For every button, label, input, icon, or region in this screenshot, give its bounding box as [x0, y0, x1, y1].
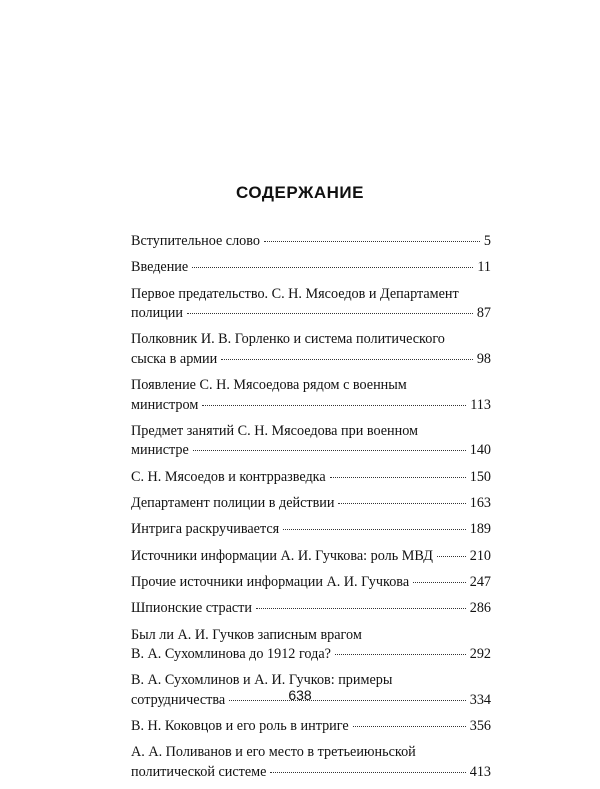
toc-entry-row: [131, 717, 491, 737]
toc-entry: [131, 376, 491, 415]
toc-entry-title: министре: [131, 442, 189, 459]
toc-entry-title: В. Н. Коковцов и его роль в интриге: [131, 718, 349, 735]
dot-leader: [192, 267, 473, 268]
toc-entry-page: 113: [470, 396, 491, 413]
toc-entry-title: полиции: [131, 305, 183, 322]
toc-entry: [131, 422, 491, 461]
toc-entry-title: В. А. Сухомлинов и А. И. Гучков: примеры: [131, 672, 393, 689]
toc-entry-title: Департамент полиции в действии: [131, 495, 335, 512]
toc-entry-title: Прочие источники информации А. И. Гучкова: [131, 573, 410, 590]
toc-entry-row: [131, 468, 491, 488]
toc-entry-title: политической системе: [131, 763, 267, 780]
toc-entry-row: [131, 304, 491, 324]
toc-entry-row: [131, 547, 491, 567]
dot-leader: [221, 359, 473, 360]
dot-leader: [335, 654, 466, 655]
toc-entry-row: [131, 441, 491, 461]
toc-entry: [131, 599, 491, 619]
toc-entry-page: 247: [469, 573, 491, 590]
toc-entry-title: сыска в армии: [131, 350, 218, 367]
toc-entry-page: 292: [469, 646, 491, 663]
toc-entry-title: Первое предательство. С. Н. Мясоедов и Департамент: [131, 285, 459, 302]
toc-entry-page: 11: [477, 259, 491, 276]
toc-entry: [131, 468, 491, 488]
toc-entry-row: [131, 520, 491, 540]
toc-entry-title: В. А. Сухомлинова до 1912 года?: [131, 646, 331, 663]
toc-entry: [131, 626, 491, 665]
toc-entry-title: Был ли А. И. Гучков записным врагом: [131, 626, 362, 643]
toc-entry-page: 150: [469, 468, 491, 485]
toc-entry-title: Появление С. Н. Мясоедова рядом с военным: [131, 377, 407, 394]
toc-entry-row: [131, 645, 491, 665]
toc-entry: [131, 717, 491, 737]
dot-leader: [338, 503, 465, 504]
toc-entry: [131, 232, 491, 252]
dot-leader: [330, 477, 466, 478]
toc-entry-row: [131, 599, 491, 619]
toc-entry-page: 189: [469, 521, 491, 538]
toc-entry-page: 210: [469, 547, 491, 564]
toc-entry-title: Вступительное слово: [131, 233, 260, 249]
toc-entry-row: [131, 763, 491, 783]
toc-entry: [131, 573, 491, 593]
toc-entry-page: 286: [469, 600, 491, 617]
toc-entry: [131, 285, 491, 324]
toc-entry-page: 98: [476, 350, 491, 367]
page-number: 638: [288, 687, 312, 703]
toc-entry: [131, 743, 491, 782]
toc-entry-row: [131, 494, 491, 514]
toc-entry: [131, 330, 491, 369]
dot-leader: [353, 726, 466, 727]
toc-entry-page: 140: [469, 442, 491, 459]
toc-entry-title: Введение: [131, 259, 189, 276]
toc-entry-title: Интрига раскручивается: [131, 521, 280, 538]
dot-leader: [437, 556, 466, 557]
dot-leader: [187, 313, 473, 314]
toc-entry: [131, 494, 491, 514]
toc-entry-title: С. Н. Мясоедов и контрразведка: [131, 468, 326, 485]
toc-entry-row: [131, 232, 491, 252]
dot-leader: [202, 405, 466, 406]
toc-entry-title: Полковник И. В. Горленко и система политического: [131, 331, 445, 348]
toc-entry-title: А. А. Поливанов и его место в третьеиюньской: [131, 744, 416, 761]
dot-leader: [413, 582, 466, 583]
toc-heading: СОДЕРЖАНИЕ: [236, 183, 364, 202]
table-of-contents: [131, 232, 491, 789]
toc-entry-title: сотрудничества: [131, 691, 226, 708]
toc-entry-title: Источники информации А. И. Гучкова: роль МВД: [131, 547, 433, 564]
toc-entry-page: 87: [476, 305, 491, 322]
toc-entry-title: министром: [131, 396, 199, 413]
dot-leader: [264, 241, 480, 242]
toc-entry: [131, 520, 491, 540]
dot-leader: [270, 772, 465, 773]
toc-entry-title: Предмет занятий С. Н. Мясоедова при военном: [131, 422, 418, 439]
toc-entry-page: 5: [483, 233, 491, 249]
toc-entry: [131, 547, 491, 567]
toc-entry-page: 334: [469, 691, 491, 708]
toc-entry-page: 163: [469, 495, 491, 512]
toc-entry-page: 413: [469, 763, 491, 780]
toc-entry-row: [131, 258, 491, 278]
toc-entry-title: Шпионские страсти: [131, 600, 252, 617]
toc-entry-row: [131, 396, 491, 416]
dot-leader: [283, 529, 466, 530]
toc-entry-page: 356: [469, 718, 491, 735]
toc-entry: [131, 258, 491, 278]
dot-leader: [193, 450, 466, 451]
toc-entry-row: [131, 573, 491, 593]
toc-entry-row: [131, 350, 491, 370]
dot-leader: [256, 608, 466, 609]
